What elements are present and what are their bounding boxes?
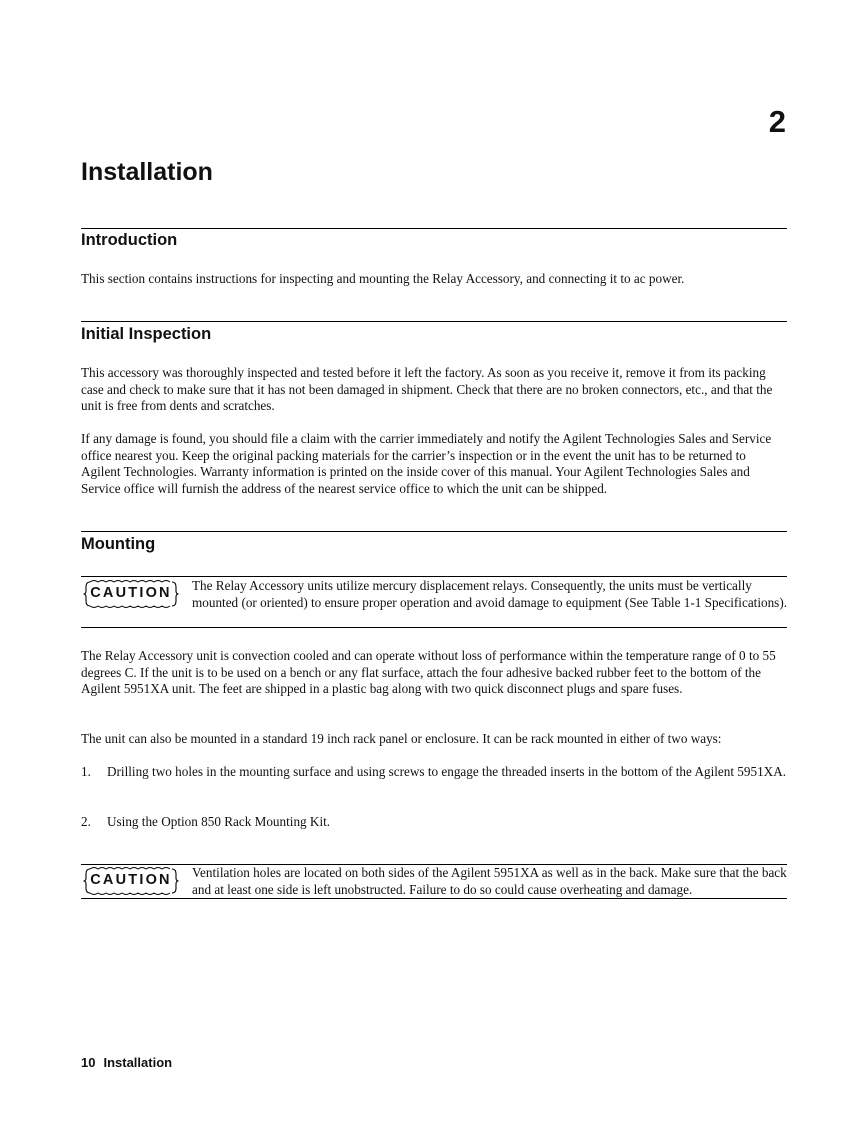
- caution-label: CAUTION: [90, 872, 172, 888]
- inspection-paragraph-2: If any damage is found, you should file a claim with the carrier immediately and notify the Agilent Technologies Sales and Service office nearest you. Keep the original packing materials for the carrier’s inspection or in the event the unit has to be returned to Agilent Technologies. Warranty information is printed on the inside cover of this manual. Your Agilent Technologies Sales and Service office will furnish the address of the nearest service office to which the unit can be shipped.: [81, 431, 772, 496]
- mounting-paragraph-2: The unit can also be mounted in a standard 19 inch rack panel or enclosure. It can be rack mounted in either of two ways:: [81, 731, 722, 746]
- chapter-number: 2: [768, 104, 786, 139]
- chapter-title: Installation: [81, 158, 213, 186]
- inspection-heading: Initial Inspection: [81, 325, 212, 343]
- caution-text: Ventilation holes are located on both sides of the Agilent 5951XA as well as in the back. Make sure that the back and at least one side is left unobstructed. Failure to do so could cause overheating and damage.: [192, 865, 787, 897]
- list-item-text: Using the Option 850 Rack Mounting Kit.: [107, 814, 331, 829]
- caution-text: The Relay Accessory units utilize mercury displacement relays. Consequently, the units must be vertically mounted (or oriented) to ensure proper operation and avoid damage to equipment (See Table 1-1 Specifications).: [192, 578, 788, 610]
- list-item-number: 1.: [81, 764, 91, 779]
- list-item-number: 2.: [81, 814, 91, 829]
- page-footer: [81, 1055, 180, 1070]
- caution-bottom-rule: [81, 627, 787, 628]
- caution-label: CAUTION: [90, 585, 172, 601]
- caution-top-rule: [81, 576, 787, 577]
- list-item-text: Drilling two holes in the mounting surface and using screws to engage the threaded inserts in the bottom of the Agilent 5951XA.: [107, 764, 787, 779]
- footer-title: Installation: [103, 1055, 173, 1070]
- mounting-heading: Mounting: [81, 535, 156, 553]
- section-rule: [81, 321, 787, 322]
- introduction-text: This section contains instructions for inspecting and mounting the Relay Accessory, and connecting it to ac power.: [81, 271, 685, 286]
- caution-badge: [82, 865, 180, 897]
- caution-badge: [82, 578, 180, 610]
- introduction-heading: Introduction: [81, 231, 178, 249]
- page-number: 10: [81, 1055, 96, 1070]
- mounting-paragraph-1: The Relay Accessory unit is convection cooled and can operate without loss of performance within the temperature range of 0 to 55 degrees C. If the unit is to be used on a bench or any flat surface, attach the four adhesive backed rubber feet to the bottom of the Agilent 5951XA unit. The feet are shipped in a plastic bag along with two quick disconnect plugs and spare fuses.: [81, 648, 776, 696]
- section-rule: [81, 228, 787, 229]
- section-rule: [81, 531, 787, 532]
- inspection-paragraph-1: This accessory was thoroughly inspected and tested before it left the factory. As soon as you receive it, remove it from its packing case and check to make sure that it has not been damaged in shipment. Check that there are no broken connectors, etc., and that the unit is free from dents and scratches.: [81, 365, 773, 413]
- caution-bottom-rule: [81, 898, 787, 899]
